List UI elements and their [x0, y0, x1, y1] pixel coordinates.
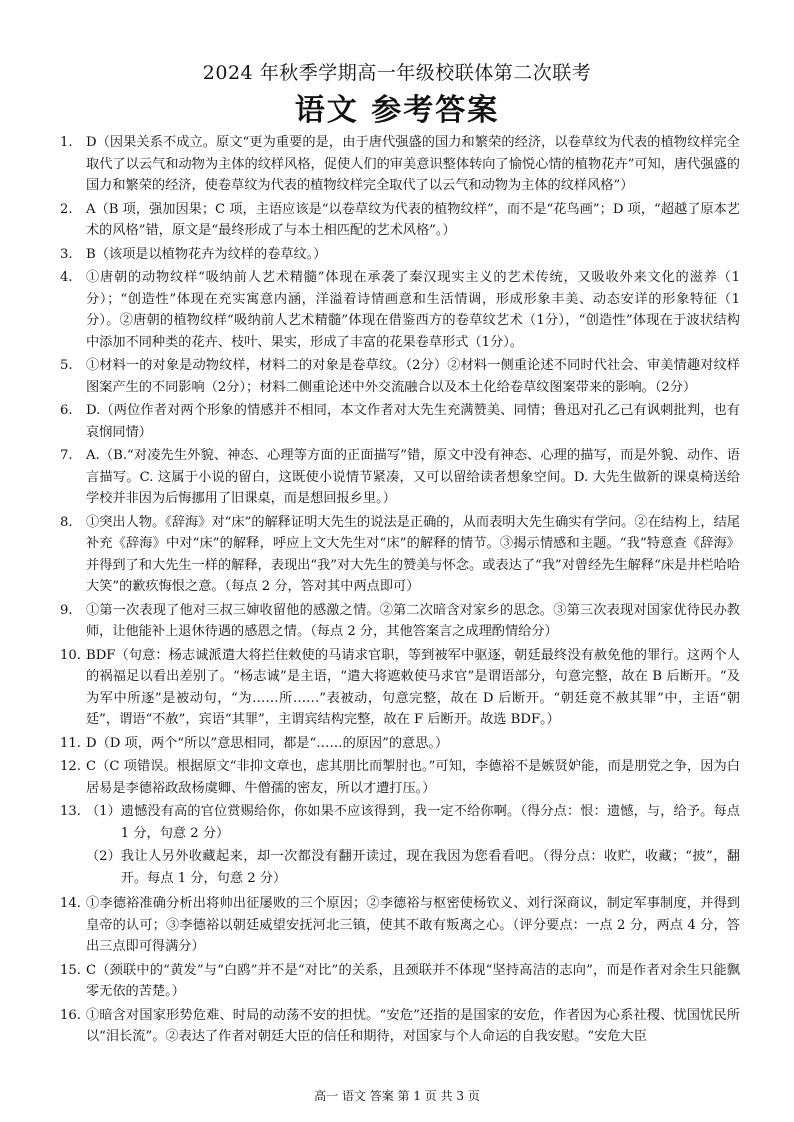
- answer-number: 12.: [60, 759, 81, 774]
- answer-number: 16.: [60, 1007, 81, 1023]
- answer-number: 14.: [60, 896, 81, 911]
- answer-item-13: [60, 801, 740, 891]
- answer-item-5: [60, 355, 740, 398]
- answer-text: C（C 项错误。根据原文“非抑文章也，虑其朋比而掣肘也。”可知，李德裕不是嫉贤妒能，而是朋党之争，因为白居易是李德裕政敌杨虞卿、牛僧孺的密友，所以才遭打压。）: [86, 759, 740, 796]
- answer-number: 15.: [60, 962, 81, 978]
- exam-title: 2024 年秋季学期高一年级校联体第二次联考: [202, 62, 592, 84]
- subitem-text: 我让人另外收藏起来，却一次都没有翻开读过，现在我因为您看看吧。（得分点：收贮，收藏；“披”，翻开。每点 1 分，句意 2 分）: [120, 849, 740, 886]
- answer-text: ①突出人物。《辞海》对“床”的解释证明大先生的说法是正确的，从而表明大先生确实有学问。②在结构上，结尾补充《辞海》中对“床”的解释，呼应上文大先生对“床”的解释的情节。③揭示情感和主题。“我”特意查《辞海》并得到了和大先生一样的解释，表现出“我”对大先生的赞美与怀念。或表达了“我”对曾经先生解释“床是井栏哈哈大笑”的歉疚悔恨之意。（每点 2 分，答对其中两点即可）: [86, 514, 740, 594]
- answer-item-7: [60, 445, 740, 510]
- page-footer: 高一 语文 答案 第 1 页 共 3 页: [314, 1089, 480, 1103]
- answer-number: 9.: [60, 602, 73, 618]
- answer-number: 13.: [60, 804, 81, 819]
- answer-text: B（该项是以植物花卉为纹样的卷草纹。）: [86, 246, 327, 262]
- answer-number: 2.: [60, 201, 73, 217]
- answer-number: 5.: [60, 358, 73, 373]
- answer-item-15: [60, 960, 740, 1003]
- answer-text: D（因果关系不成立。原文“更为重要的是，由于唐代强盛的国力和繁荣的经济，以卷草纹为代表的植物纹样完全取代了以云气和动物为主体的纹样风格，促使人们的审美意识整体转向了愉悦心情的植物花卉”可知，唐代强盛的国力和繁荣的经济，使卷草纹为代表的植物纹样完全取代了以云气和动物为主体的纹样风格”）: [86, 135, 740, 193]
- answer-number: 4.: [60, 270, 73, 285]
- answer-item-6: [60, 400, 740, 443]
- answer-number: 3.: [60, 246, 73, 262]
- answer-item-3: [60, 244, 740, 266]
- answer-item-16: [60, 1005, 740, 1048]
- answer-item-9: [60, 600, 740, 643]
- answer-text: A（B 项，强加因果；C 项，主语应该是“以卷草纹为代表的植物纹样”，而不是“花鸟画”；D 项，“超越了原本艺术的风格”错，原文是“最终形成了与本土相匹配的艺术风格”。）: [86, 201, 740, 238]
- subitem-text: 遗憾没有高的官位赏赐给你，你如果不应该得到，我一定不给你啊。（得分点：恨：遗憾，与，给予。每点 1 分，句意 2 分）: [120, 804, 740, 841]
- answer-subitems: [86, 801, 740, 891]
- answer-number: 6.: [60, 403, 73, 418]
- subject-title: 语文 参考答案: [294, 93, 500, 128]
- answer-item-2: [60, 199, 740, 242]
- answer-subitem-1: [86, 801, 740, 844]
- answer-text: ①第一次表现了他对三叔三婶收留他的感激之情。②第二次暗含对家乡的思念。③第三次表现对国家优待民办教师，让他能补上退休待遇的感恩之情。（每点 2 分，其他答案言之成理酌情给分）: [86, 602, 740, 639]
- answer-text: ①李德裕准确分析出将帅出征屡败的三个原因；②李德裕与枢密使杨钦义、刘行深商议，制定军事制度，并得到皇帝的认可；③李德裕以朝廷威望安抚河北三镇，使其不敢有叛离之心。（评分要点：一点 2 分，两点 4 分，答出三点即可得满分）: [86, 896, 740, 954]
- answer-text: ①材料一的对象是动物纹样，材料二的对象是卷草纹。（2分）②材料一侧重论述不同时代社会、审美情趣对纹样图案产生的不同影响（2分）；材料二侧重论述中外交流融合以及本土化给卷草纹图案带来的影响。（2分）: [86, 358, 740, 395]
- subitem-number: （2）: [86, 849, 121, 864]
- answer-text: ①暗含对国家形势危难、时局的动荡不安的担忧。“安危”还指的是国家的安危，作者因为心系社稷、忧国忧民所以“泪长流”。②表达了作者对朝廷大臣的信任和期待，对国家与个人命运的自我安慰。“安危大臣: [86, 1007, 740, 1044]
- answer-number: 11.: [60, 735, 81, 751]
- answer-number: 7.: [60, 448, 73, 463]
- answer-item-4: [60, 267, 740, 353]
- answer-item-10: [60, 645, 740, 731]
- subitem-number: （1）: [86, 804, 121, 819]
- page-header: [0, 0, 794, 132]
- answer-text: D.（两位作者对两个形象的情感并不相同，本文作者对大先生充满赞美、同情；鲁迅对孔乙己有讽刺批判，也有哀悯同情）: [86, 403, 740, 440]
- answer-item-12: [60, 756, 740, 799]
- answer-item-1: [60, 132, 740, 197]
- answer-item-11: [60, 733, 740, 755]
- answer-subitem-2: [86, 846, 740, 889]
- answer-list: [60, 132, 740, 1050]
- answer-item-14: [60, 893, 740, 958]
- answer-text: A.（B.“对凌先生外貌、神态、心理等方面的正面描写”错，原文中没有神态、心理的描写，而是外貌、动作、语言描写。C. 这属于小说的留白，这既使小说情节紧凑，又可以留给读者想象空间。D. 大先生做新的课桌椅送给学校并非因为后悔挪用了旧课桌，而是想回报乡里。）: [86, 448, 740, 506]
- answer-text: BDF（句意：杨志诚派遣大将拦住敕使的马请求官职，等到被军中驱逐，朝廷最终没有赦免他的罪行。这两个人的祸福足以看出差别了。“杨志诚”是主语，“遣大将遮敕使马求官”是谓语部分，句意完整，故在 B 后断开。“及为军中所逐”是被动句，“为……所……”表被动，句意完整，故在 D 后断开。“朝廷竟不赦其罪”中，主语“朝廷”，谓语“不赦”，宾语“其罪”，主谓宾结构完整，故在 F 后断开。故选 BDF。）: [86, 647, 740, 727]
- answer-text: C（颈联中的“黄发”与“白鸥”并不是“对比”的关系，且颈联并不体现“坚持高洁的志向”，而是作者对余生只能飘零无依的苦楚。）: [86, 962, 740, 999]
- answer-item-8: [60, 512, 740, 598]
- answer-text: D（D 项，两个“所以”意思相同，都是“……的原因”的意思。）: [86, 735, 449, 751]
- answer-number: 1.: [60, 135, 73, 150]
- answer-text: ①唐朝的动物纹样“吸纳前人艺术精髓”体现在承袭了秦汉现实主义的艺术传统，又吸收外来文化的滋养（1分）；“创造性”体现在充实寓意内涵，洋溢着诗情画意和生活情调，形成形象丰美、动态安详的形象特征（1分）。②唐朝的植物纹样“吸纳前人艺术精髓”体现在借鉴西方的卷草纹艺术（1分），“创造性”体现在于波状结构中添加不同种类的花卉、枝叶、果实，形成了丰富的花果卷草形式（1分）。: [86, 270, 740, 350]
- answer-number: 10.: [60, 647, 81, 663]
- answer-number: 8.: [60, 514, 73, 530]
